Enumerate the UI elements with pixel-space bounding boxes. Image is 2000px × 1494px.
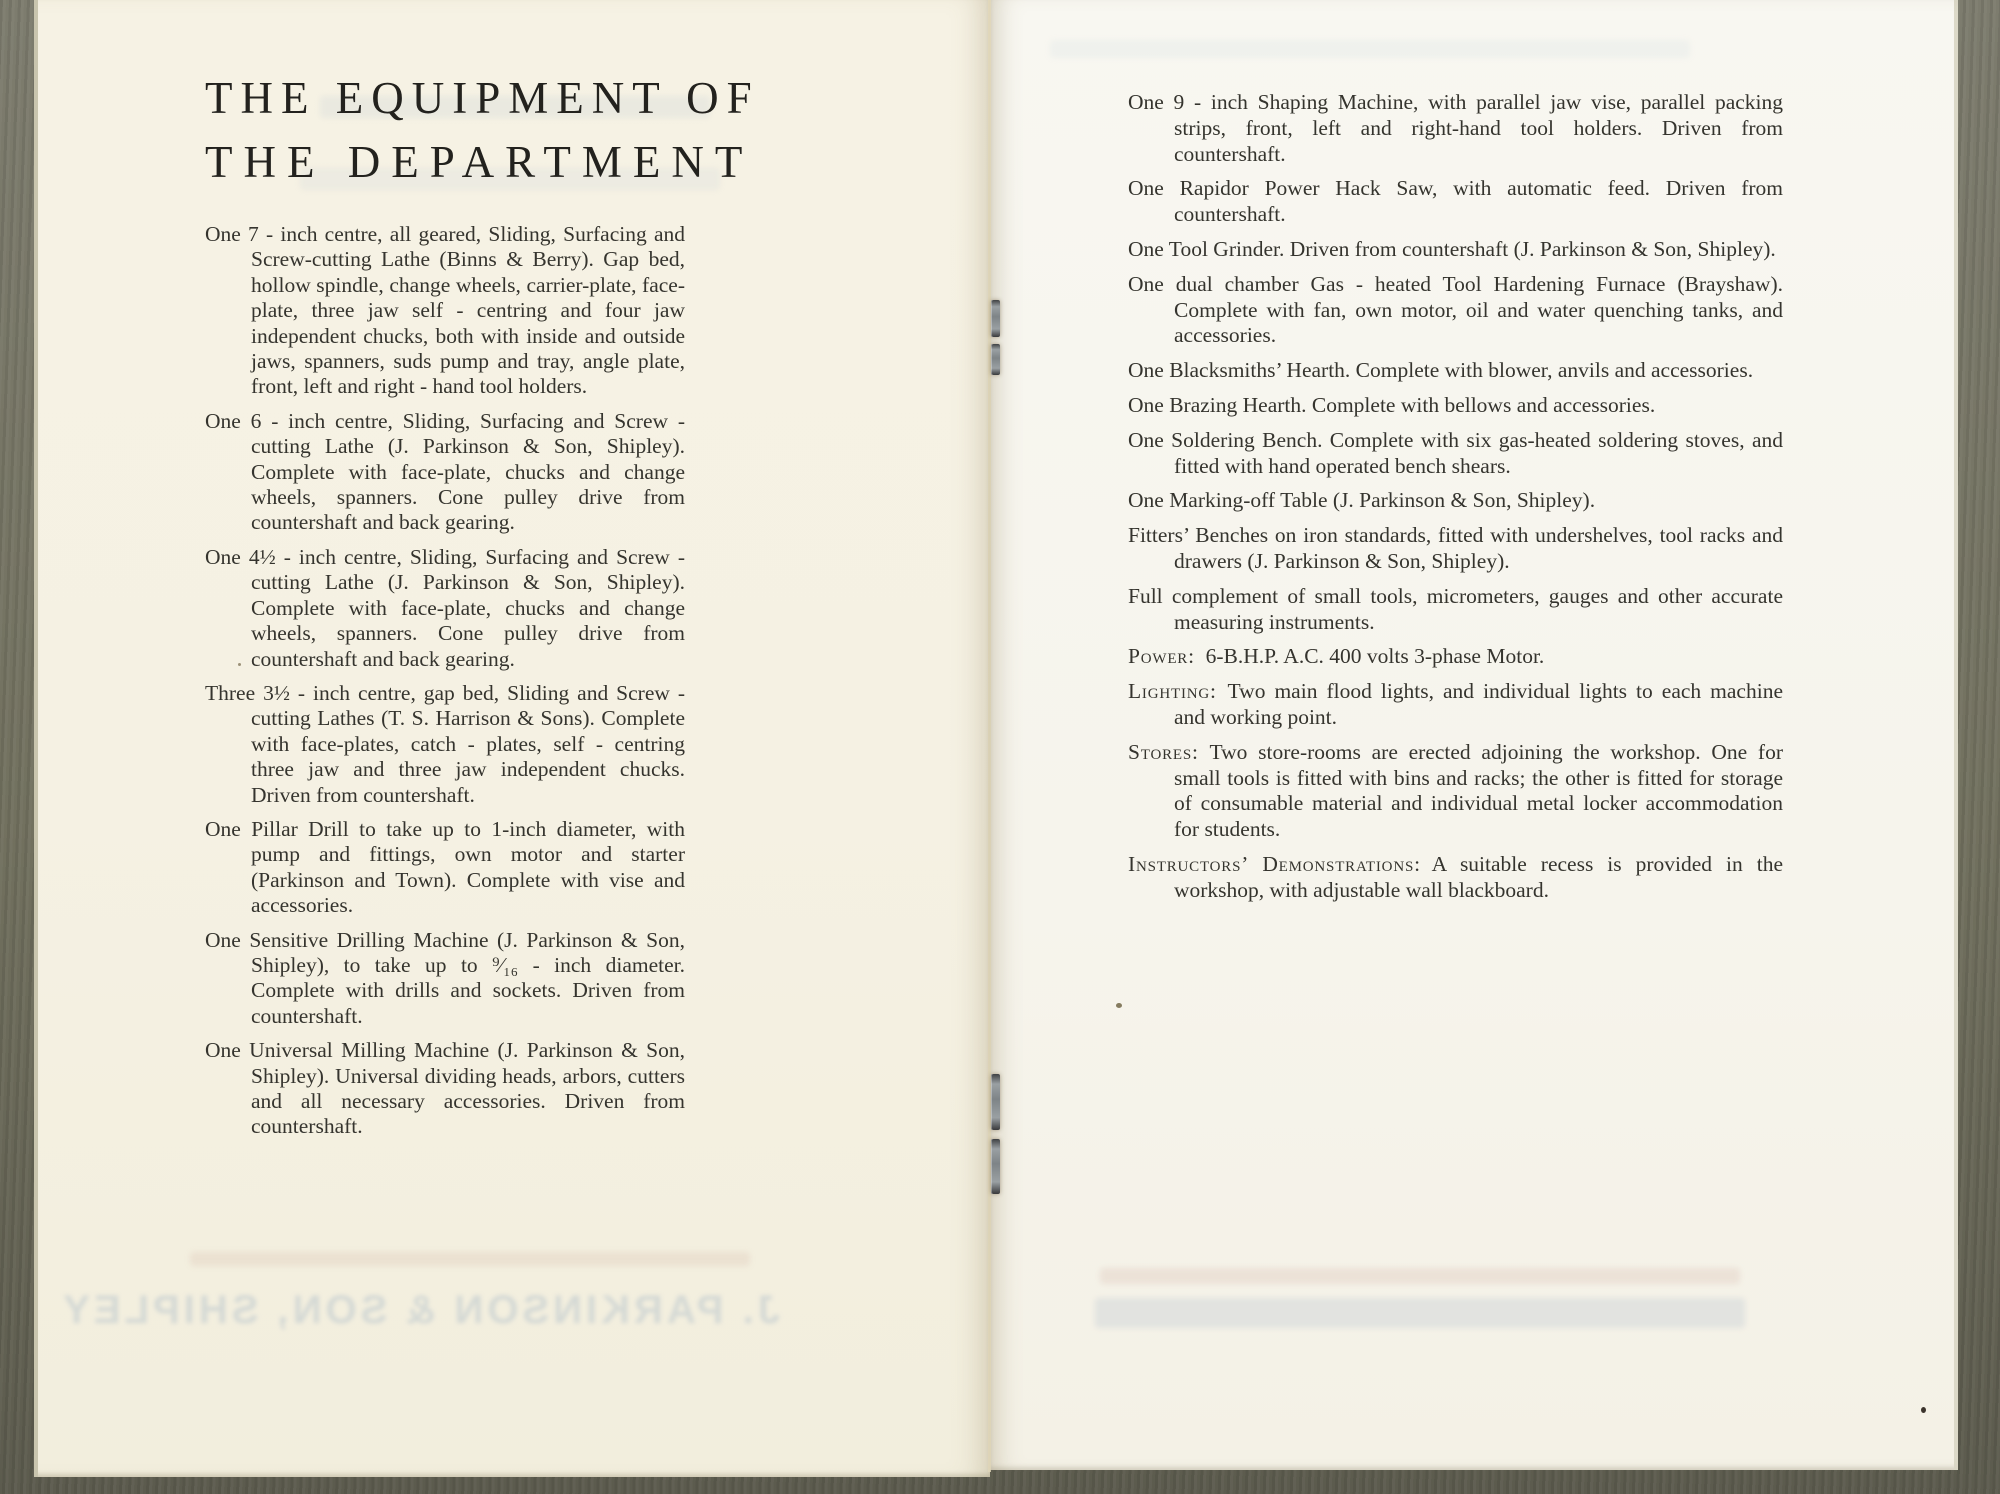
staple bbox=[991, 344, 1000, 375]
staple bbox=[991, 1139, 1000, 1194]
equipment-entry: One Soldering Bench. Complete with six gas-heated soldering stoves, and fitted with hand operated bench shears. bbox=[1128, 427, 1783, 478]
equipment-entry: Three 3½ - inch centre, gap bed, Sliding and Screw - cutting Lathes (T. S. Harrison & Sons). Complete with face-plates, catch - plates, self - centring three jaw and three jaw independent chucks. Driven from countershaft. bbox=[205, 680, 685, 807]
gutter-fold bbox=[988, 0, 991, 1472]
entry-lead-smallcaps: Instructors’ Demonstrations: bbox=[1128, 851, 1421, 876]
paper-speck bbox=[238, 663, 241, 666]
paper-speck bbox=[1116, 1003, 1122, 1008]
show-through-ghost bbox=[1050, 40, 1690, 58]
equipment-entry: Fitters’ Benches on iron standards, fitted with undershelves, tool racks and drawers (J. Parkinson & Son, Shipley). bbox=[1128, 523, 1783, 573]
paper-speck bbox=[1921, 1407, 1926, 1413]
entry-lead-smallcaps: Power: bbox=[1128, 644, 1195, 669]
equipment-entry: One dual chamber Gas - heated Tool Hardening Furnace (Brayshaw). Complete with fan, own motor, oil and water quenching tanks, and accessories. bbox=[1128, 271, 1783, 348]
staple bbox=[991, 300, 1000, 337]
equipment-entry: Power: 6-B.H.P. A.C. 400 volts 3-phase Motor. bbox=[1128, 644, 1545, 669]
show-through-ghost-text: J. PARKINSON & SON, SHIPLEY bbox=[59, 1288, 780, 1332]
show-through-ghost bbox=[190, 1252, 750, 1266]
equipment-list-left bbox=[205, 222, 685, 1149]
equipment-entry: One Brazing Hearth. Complete with bellows and accessories. bbox=[1128, 392, 1656, 417]
entry-lead-smallcaps: Stores: bbox=[1128, 739, 1199, 764]
page-title-line-1: THE EQUIPMENT OF bbox=[205, 73, 760, 123]
entry-lead-smallcaps: Lighting: bbox=[1128, 679, 1217, 704]
equipment-entry: One Marking-off Table (J. Parkinson & Son, Shipley). bbox=[1128, 488, 1596, 513]
equipment-entry: One 7 - inch centre, all geared, Sliding, Surfacing and Screw-cutting Lathe (Binns & Berry). Gap bed, hollow spindle, change wheels, carrier-plate, face-plate, three jaw self - centring and four jaw independent chucks, both with inside and outside jaws, spanners, suds pump and tray, angle plate, front, left and right - hand tool holders. bbox=[205, 222, 685, 399]
equipment-entry: One Tool Grinder. Driven from countershaft (J. Parkinson & Son, Shipley). bbox=[1128, 236, 1776, 261]
show-through-ghost bbox=[1100, 1268, 1740, 1284]
equipment-entry: Instructors’ Demonstrations: A suitable recess is provided in the workshop, with adjustable wall blackboard. bbox=[1128, 851, 1783, 902]
equipment-entry: One 9 - inch Shaping Machine, with parallel jaw vise, parallel packing strips, front, left and right-hand tool holders. Driven from countershaft. bbox=[1128, 90, 1783, 166]
equipment-list-right bbox=[1128, 90, 1783, 913]
show-through-ghost bbox=[1095, 1298, 1745, 1328]
equipment-entry: One 4½ - inch centre, Sliding, Surfacing and Screw - cutting Lathe (J. Parkinson & Son, Shipley). Complete with face-plate, chucks and change wheels, spanners. Cone pulley drive from countershaft and back gearing. bbox=[205, 544, 685, 671]
equipment-entry: One 6 - inch centre, Sliding, Surfacing and Screw - cutting Lathe (J. Parkinson & Son, Shipley). Complete with face-plate, chucks and change wheels, spanners. Cone pulley drive from countershaft and back gearing. bbox=[205, 408, 685, 535]
page-title-line-2: THE DEPARTMENT bbox=[205, 137, 754, 187]
page-title bbox=[205, 66, 760, 194]
equipment-entry: One Universal Milling Machine (J. Parkinson & Son, Shipley). Universal dividing heads, arbors, cutters and all necessary accessories. Driven from countershaft. bbox=[205, 1038, 685, 1139]
staple bbox=[991, 1074, 1000, 1130]
equipment-entry: Lighting: Two main flood lights, and individual lights to each machine and working point. bbox=[1128, 679, 1783, 729]
equipment-entry: Full complement of small tools, micrometers, gauges and other accurate measuring instruments. bbox=[1128, 583, 1783, 634]
equipment-entry: One Sensitive Drilling Machine (J. Parkinson & Son, Shipley), to take up to ⁹⁄₁₆ - inch diameter. Complete with drills and sockets. Driven from countershaft. bbox=[205, 927, 685, 1028]
equipment-entry: Stores: Two store-rooms are erected adjoining the workshop. One for small tools is fitted with bins and racks; the other is fitted for storage of consumable material and individual metal locker accommodation for students. bbox=[1128, 739, 1783, 842]
equipment-entry: One Pillar Drill to take up to 1-inch diameter, with pump and fittings, own motor and starter (Parkinson and Town). Complete with vise and accessories. bbox=[205, 816, 685, 918]
equipment-entry: One Rapidor Power Hack Saw, with automatic feed. Driven from countershaft. bbox=[1128, 176, 1783, 227]
equipment-entry: One Blacksmiths’ Hearth. Complete with blower, anvils and accessories. bbox=[1128, 358, 1754, 383]
